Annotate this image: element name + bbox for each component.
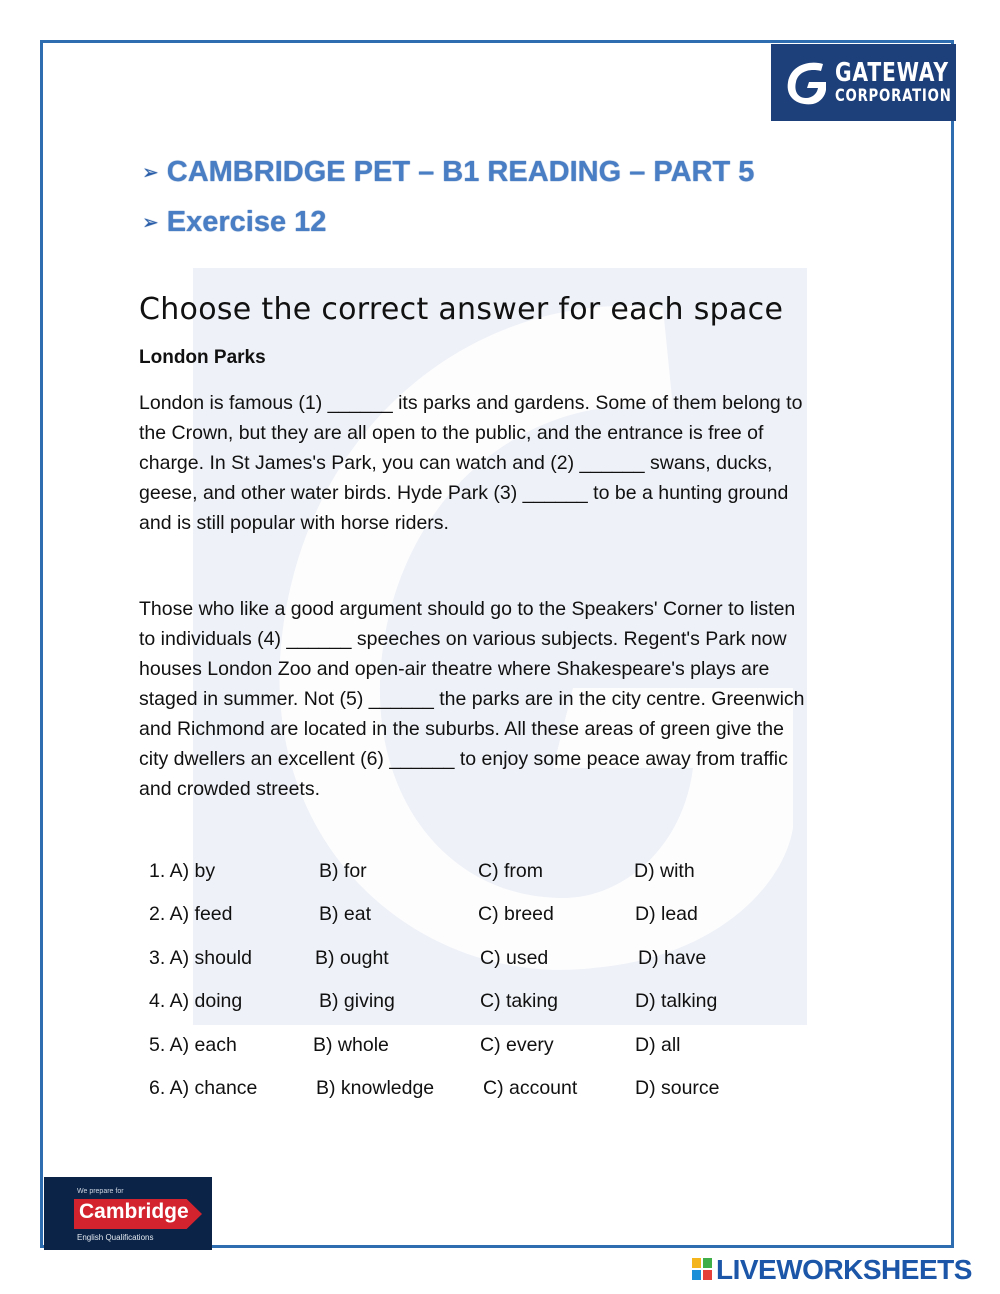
cambridge-logo (44, 1177, 212, 1250)
cambridge-name: Cambridge (79, 1200, 189, 1223)
paragraph-line: to individuals (4) ______ speeches on various subjects. Regent's Park now (139, 628, 787, 650)
liveworksheets-text: LIVEWORKSHEETS (716, 1254, 972, 1285)
question-row-1 (149, 860, 789, 903)
question-row-6 (149, 1077, 789, 1120)
heading-title-text: CAMBRIDGE PET – B1 READING – PART 5 (166, 156, 755, 188)
option-c[interactable]: C) taking (480, 990, 559, 1013)
option-d[interactable]: D) lead (635, 903, 698, 926)
option-b[interactable]: B) ought (315, 946, 389, 969)
option-a[interactable]: 4. A) doing (149, 990, 243, 1013)
question-row-5 (149, 1034, 789, 1077)
paragraph-line: and Richmond are located in the suburbs. All these areas of green give the (139, 718, 784, 740)
arrow-bullet-icon: ➢ (142, 162, 159, 184)
paragraph-line: geese, and other water birds. Hyde Park (3) ______ to be a hunting ground (139, 482, 789, 504)
option-d[interactable]: D) have (638, 946, 707, 969)
option-a[interactable]: 6. A) chance (149, 1076, 258, 1099)
option-c[interactable]: C) used (480, 946, 549, 969)
logo-line1: GATEWAY (835, 58, 949, 88)
option-a[interactable]: 2. A) feed (149, 903, 233, 926)
paragraph-line: and crowded streets. (139, 778, 321, 800)
cambridge-sub: English Qualifications (77, 1233, 154, 1242)
option-c[interactable]: C) from (478, 860, 543, 882)
option-b[interactable]: B) giving (319, 990, 395, 1013)
option-a[interactable]: 1. A) by (149, 860, 216, 882)
gateway-g-icon (783, 58, 829, 108)
option-d[interactable]: D) with (634, 860, 695, 882)
option-d[interactable]: D) talking (635, 990, 718, 1013)
question-row-2 (149, 903, 789, 946)
option-c[interactable]: C) every (480, 1033, 554, 1056)
option-d[interactable]: D) all (635, 1033, 681, 1056)
liveworksheets-logo (692, 1255, 972, 1285)
arrow-bullet-icon: ➢ (142, 212, 159, 234)
option-a[interactable]: 5. A) each (149, 1033, 237, 1056)
question-row-3 (149, 947, 789, 990)
option-b[interactable]: B) eat (319, 903, 372, 926)
paragraph-line: Those who like a good argument should go to the Speakers' Corner to listen (139, 598, 796, 620)
cambridge-tagline: We prepare for (77, 1188, 124, 1195)
passage-title: London Parks (139, 347, 266, 368)
paragraph-line: staged in summer. Not (5) ______ the parks are in the city centre. Greenwich (139, 688, 805, 710)
option-b[interactable]: B) for (319, 860, 367, 882)
paragraph-line: the Crown, but they are all open to the public, and the entrance is free of (139, 422, 764, 444)
paragraph-line: city dwellers an excellent (6) ______ to enjoy some peace away from traffic (139, 748, 788, 770)
answer-options (149, 860, 789, 1120)
option-d[interactable]: D) source (635, 1076, 720, 1099)
logo-line2: CORPORATION (835, 86, 952, 106)
paragraph-2 (139, 594, 869, 804)
instruction: Choose the correct answer for each space (139, 292, 784, 327)
paragraph-1 (139, 388, 869, 538)
heading-exercise (142, 206, 326, 239)
option-b[interactable]: B) whole (313, 1033, 389, 1056)
heading-title (142, 156, 754, 189)
option-c[interactable]: C) account (483, 1076, 578, 1099)
paragraph-line: London is famous (1) ______ its parks and gardens. Some of them belong to (139, 392, 803, 414)
heading-exercise-text: Exercise 12 (166, 206, 327, 238)
paragraph-line: houses London Zoo and open-air theatre where Shakespeare's plays are (139, 658, 770, 680)
gateway-logo (771, 44, 956, 121)
paragraph-line: charge. In St James's Park, you can watch and (2) ______ swans, ducks, (139, 452, 773, 474)
option-c[interactable]: C) breed (478, 903, 554, 926)
liveworksheets-blocks-icon (692, 1258, 714, 1282)
option-b[interactable]: B) knowledge (316, 1076, 435, 1099)
paragraph-line: and is still popular with horse riders. (139, 512, 449, 534)
question-row-4 (149, 990, 789, 1033)
option-a[interactable]: 3. A) should (149, 946, 252, 969)
